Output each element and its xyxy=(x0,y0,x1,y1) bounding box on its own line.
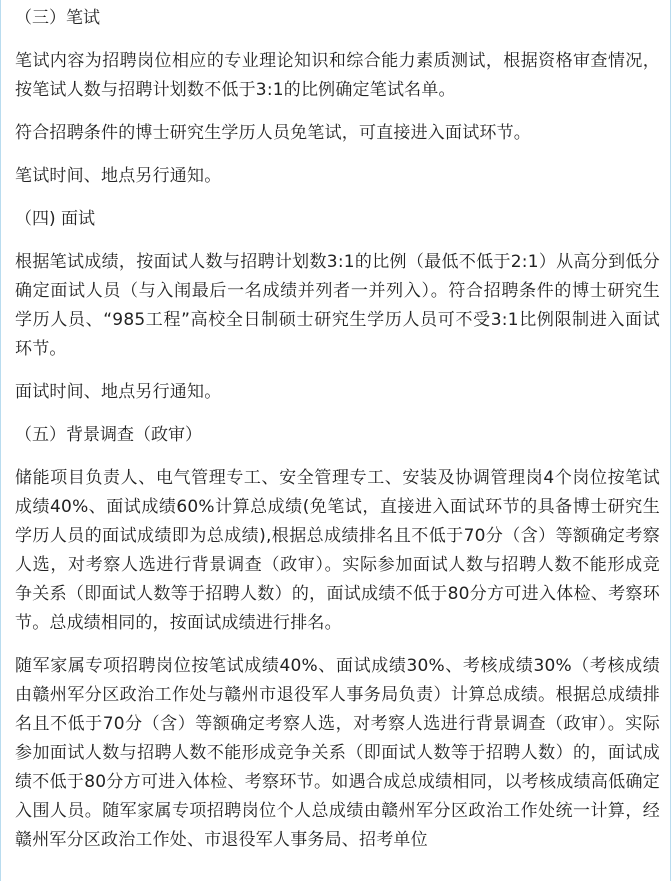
paragraph-background-check-general: 储能项目负责人、电气管理专工、安全管理专工、安装及协调管理岗4个岗位按笔试成绩40%、面试成绩60%计算总成绩(免笔试，直接进入面试环节的具备博士研究生学历人员的面试成绩即为总成绩),根据总成绩排名且不低于70分（含）等额确定考察人选，对考察人选进行背景调查（政审）。实际参加面试人数与招聘人数不能形成竞争关系（即面试人数等于招聘人数）的，面试成绩不低于80分方可进入体检、考察环节。总成绩相同的，按面试成绩进行排名。 xyxy=(15,468,660,633)
article-body xyxy=(15,4,660,869)
paragraph-written-exam-exemption: 符合招聘条件的博士研究生学历人员免笔试，可直接进入面试环节。 xyxy=(15,123,531,143)
paragraph-background-check-military-family: 随军家属专项招聘岗位按笔试成绩40%、面试成绩30%、考核成绩30%（考核成绩由赣州军分区政治工作处与赣州市退役军人事务局负责）计算总成绩。根据总成绩排名且不低于70分（含）等额确定考察人选，对考察人选进行背景调查（政审）。实际参加面试人数与招聘人数不能形成竞争关系（即面试人数等于招聘人数）的，面试成绩不低于80分方可进入体检、考察环节。如遇合成总成绩相同，以考核成绩高低确定入围人员。随军家属专项招聘岗位个人总成绩由赣州军分区政治工作处统一计算，经赣州军分区政治工作处、市退役军人事务局、招考单位 xyxy=(15,656,660,850)
section-heading-written-exam: （三）笔试 xyxy=(15,8,100,28)
paragraph-written-exam-content: 笔试内容为招聘岗位相应的专业理论知识和综合能力素质测试，根据资格审查情况，按笔试人数与招聘计划数不低于3:1的比例确定笔试名单。 xyxy=(15,51,660,100)
section-heading-background-check: （五）背景调查（政审） xyxy=(15,425,202,445)
paragraph-written-exam-time: 笔试时间、地点另行通知。 xyxy=(15,166,222,186)
section-heading-interview: （四) 面试 xyxy=(15,209,96,229)
paragraph-interview-time: 面试时间、地点另行通知。 xyxy=(15,382,222,402)
paragraph-interview-selection: 根据笔试成绩，按面试人数与招聘计划数3:1的比例（最低不低于2:1）从高分到低分确定面试人员（与入闱最后一名成绩并列者一并列入）。符合招聘条件的博士研究生学历人员、“985工程”高校全日制硕士研究生学历人员可不受3:1比例限制进入面试环节。 xyxy=(15,252,660,359)
